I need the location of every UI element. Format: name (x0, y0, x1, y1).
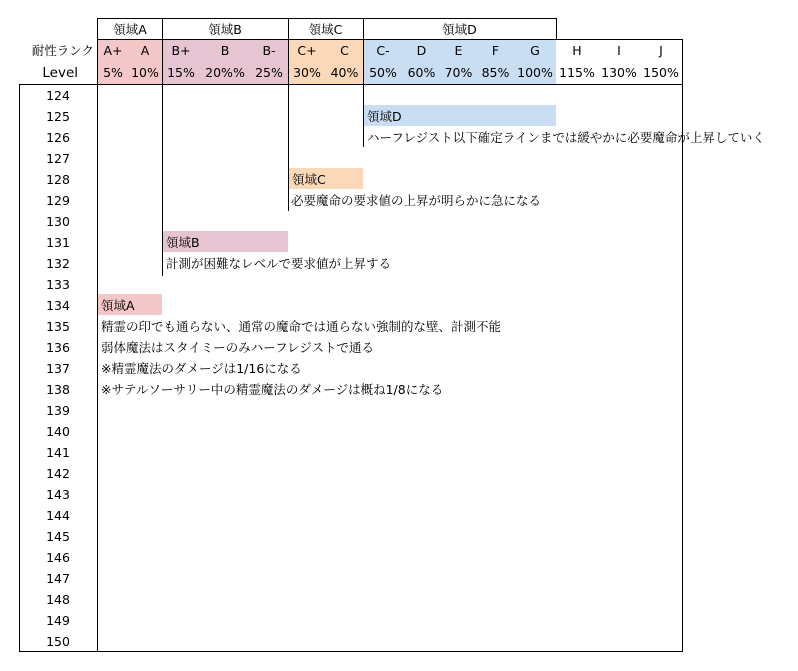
percent-cell: 20%% (200, 61, 250, 84)
region-b-description: 計測が困難なレベルで要求値が上昇する (166, 255, 392, 271)
region-d-description: ハーフレジスト以下確定ラインまでは緩やかに必要魔命が上昇していく (367, 129, 765, 145)
percent-cell: 5% (98, 61, 128, 84)
table-bottom-border (19, 651, 682, 652)
level-row-number: 131 (46, 235, 70, 250)
region-bc-divider-lower (288, 84, 289, 211)
level-row-number: 144 (46, 508, 70, 523)
rank-cell: B (200, 40, 250, 61)
rank-cell: E (440, 40, 477, 61)
level-row-number: 150 (46, 634, 70, 649)
level-row-number: 148 (46, 592, 70, 607)
region-d-end-divider (556, 18, 557, 39)
percent-cell: 30% (288, 61, 326, 84)
region-d-block: 領域D (364, 105, 556, 126)
percent-cell: 15% (162, 61, 200, 84)
level-row-number: 137 (46, 361, 70, 376)
rank-cell: C (326, 40, 363, 61)
region-ab-divider (162, 18, 163, 85)
region-a-description-4: ※サテルソーサリー中の精霊魔法のダメージは概ね1/8になる (101, 381, 444, 397)
region-a-block: 領域A (98, 294, 162, 315)
level-row-number: 142 (46, 466, 70, 481)
percent-cell: 150% (643, 65, 679, 80)
level-row-number: 135 (46, 319, 70, 334)
level-row-number: 139 (46, 403, 70, 418)
rank-cell: F (477, 40, 514, 61)
level-row-number: 149 (46, 613, 70, 628)
level-row-number: 140 (46, 424, 70, 439)
level-row-number: 124 (46, 88, 70, 103)
level-row-number: 147 (46, 571, 70, 586)
level-row-number: 136 (46, 340, 70, 355)
level-column-divider (97, 18, 98, 652)
level-row-number: 145 (46, 529, 70, 544)
region-b-header: 領域B (208, 21, 242, 37)
level-row-number: 146 (46, 550, 70, 565)
rank-cell: J (659, 43, 663, 58)
rank-label: 耐性ランク (31, 42, 94, 58)
level-row-number: 126 (46, 130, 70, 145)
region-a-description-1: 精霊の印でも通らない、通常の魔命では通らない強制的な壁、計測不能 (101, 318, 502, 334)
rank-cell: D (403, 40, 440, 61)
region-header-bottom-border (98, 39, 682, 40)
level-row-number: 141 (46, 445, 70, 460)
region-bc-divider (288, 18, 289, 85)
level-row-number: 138 (46, 382, 70, 397)
level-row-number: 143 (46, 487, 70, 502)
percent-cell: 85% (477, 61, 514, 84)
percent-cell: 115% (559, 65, 595, 80)
percent-cell: 70% (440, 61, 477, 84)
level-row-number: 129 (46, 193, 70, 208)
level-row-number: 134 (46, 298, 70, 313)
level-row-number: 127 (46, 151, 70, 166)
region-c-description: 必要魔命の要求値の上昇が明らかに急になる (291, 192, 542, 208)
level-row-number: 128 (46, 172, 70, 187)
level-row-number: 130 (46, 214, 70, 229)
level-row-number: 125 (46, 109, 70, 124)
table-top-border (19, 84, 682, 85)
rank-cell: I (617, 43, 621, 58)
region-a-description-3: ※精霊魔法のダメージは1/16になる (101, 360, 302, 376)
region-c-block: 領域C (289, 168, 363, 189)
region-header-top-border (98, 18, 556, 19)
region-cd-divider (363, 18, 364, 85)
rank-cell: A+ (98, 40, 128, 61)
percent-cell: 130% (601, 65, 637, 80)
percent-cell: 40% (326, 61, 363, 84)
percent-cell: 100% (514, 61, 556, 84)
percent-cell: 25% (250, 61, 288, 84)
region-c-header: 領域C (308, 21, 343, 37)
rank-cell: C+ (288, 40, 326, 61)
level-label: Level (42, 64, 78, 81)
rank-cell: H (572, 43, 582, 58)
percent-cell: 50% (363, 61, 403, 84)
region-b-block: 領域B (163, 231, 288, 252)
region-a-description-2: 弱体魔法はスタイミーのみハーフレジストで通る (101, 339, 374, 355)
level-row-number: 132 (46, 256, 70, 271)
region-a-header: 領域A (113, 21, 147, 37)
rank-cell: B+ (162, 40, 200, 61)
percent-cell: 60% (403, 61, 440, 84)
percent-cell: 10% (128, 61, 162, 84)
level-row-number: 133 (46, 277, 70, 292)
rank-cell: C- (363, 40, 403, 61)
region-d-header: 領域D (442, 21, 477, 37)
rank-cell: A (128, 40, 162, 61)
rank-cell: G (514, 40, 556, 61)
rank-cell: B- (250, 40, 288, 61)
